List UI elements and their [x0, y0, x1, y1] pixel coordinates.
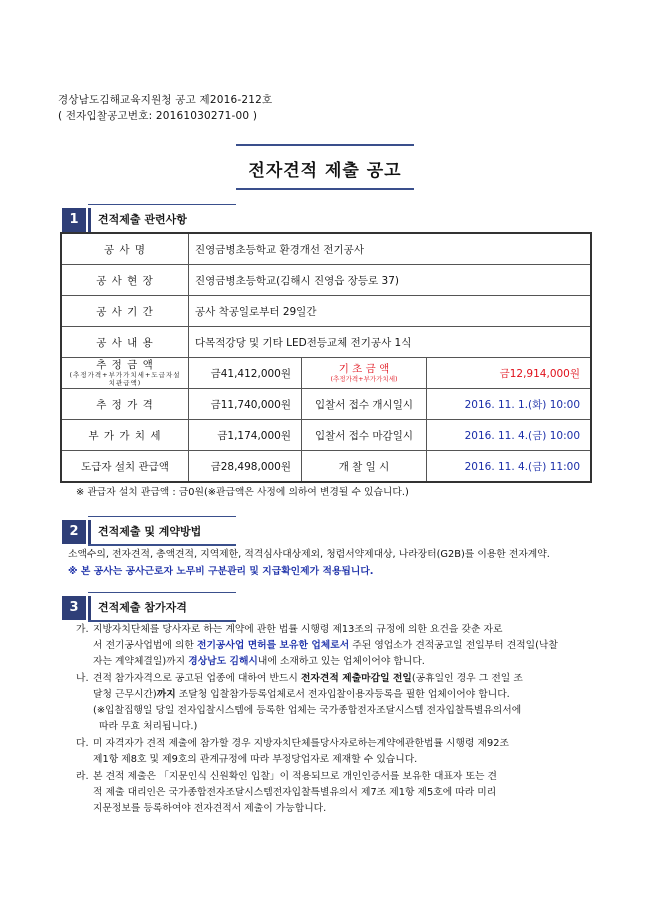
base-amount-value: 금12,914,000원 [427, 358, 592, 389]
table-row [61, 420, 591, 451]
row-key: 공 사 내 용 [61, 327, 189, 358]
supply-note: ※ 관급자 설치 관급액 : 금0원(※관급액은 사정에 의하여 변경될 수 있습니다.) [76, 487, 409, 498]
row-key: 추 정 가 격 [61, 389, 189, 420]
contract-method: 소액수의, 전자견적, 총액견적, 지역제한, 적격심사대상제외, 청렴서약제대상, 나라장터(G2B)를 이용한 전자계약. [68, 549, 550, 560]
section-number: 2 [62, 520, 86, 544]
item-marker: 다. [76, 738, 89, 749]
table-row [61, 451, 591, 483]
section-number: 3 [62, 596, 86, 620]
qual-ga-line: 서 전기공사업법에 의한 전기공사업 면허를 보유한 업체로서 주된 영업소가 견적공고일 전일부터 견적일(낙찰 [93, 640, 558, 651]
item-marker: 나. [76, 673, 89, 684]
row-key-2: 입찰서 접수 마감일시 [302, 420, 427, 451]
section-label: 견적제출 및 계약방법 [88, 520, 236, 544]
section-number: 1 [62, 208, 86, 232]
qual-ra-line: 지문정보를 등록하여야 전자견적서 제출이 가능합니다. [93, 803, 327, 814]
item-marker: 가. [76, 624, 89, 635]
row-value: 금11,740,000원 [189, 389, 302, 420]
row-value: 다목적강당 및 기타 LED전등교체 전기공사 1식 [189, 327, 592, 358]
bid-notice-number: ( 전자입찰공고번호: 20161030271-00 ) [58, 110, 258, 122]
estimated-amount-sub: (추정가격+부가가치세+도급자설치관급액) [69, 370, 181, 387]
qual-ra-line: 적 제출 대리인은 국가종합전자조달시스템전자입찰특별유의서 제7조 제1항 제5호에 따라 미리 [93, 787, 497, 798]
section-label: 견적제출 관련사항 [88, 208, 236, 232]
row-key [61, 358, 189, 389]
table-row [61, 327, 591, 358]
base-amount-sub: (추정가격+부가가치세) [330, 374, 398, 383]
table-row [61, 233, 591, 265]
row-key-2: 입찰서 접수 개시일시 [302, 389, 427, 420]
title-box [236, 144, 414, 190]
base-amount-label: 기 초 금 액 [338, 362, 390, 375]
row-value: 금1,174,000원 [189, 420, 302, 451]
row-value: 금28,498,000원 [189, 451, 302, 483]
estimated-amount-label: 추 정 금 액 [96, 358, 154, 371]
row-key: 도급자 설치 관급액 [61, 451, 189, 483]
qual-ga-line: 지방자치단체를 당사자로 하는 계약에 관한 법률 시행령 제13조의 규정에 의한 요건을 갖춘 자로 [93, 624, 503, 635]
row-value: 진영금병초등학교(김해시 진영읍 장등로 37) [189, 265, 592, 296]
row-value: 공사 착공일로부터 29일간 [189, 296, 592, 327]
qual-na-line: (※입찰집행일 당일 전자입찰시스템에 등록한 업체는 국가종합전자조달시스템 전자입찰특별유의서에 [93, 705, 522, 716]
base-amount-key [302, 358, 427, 389]
qual-ga-line: 자는 계약체결일)까지 경상남도 김해시내에 소재하고 있는 업체이어야 합니다. [93, 656, 425, 667]
qual-da-line: 제1항 제8호 및 제9호의 관계규정에 따라 부정당업자로 제재할 수 있습니다. [93, 754, 418, 765]
row-key: 공 사 명 [61, 233, 189, 265]
row-value-2: 2016. 11. 4.(금) 10:00 [427, 420, 592, 451]
item-marker: 라. [76, 771, 89, 782]
row-key: 공 사 현 장 [61, 265, 189, 296]
qual-na-line: 견적 참가자격으로 공고된 업종에 대하여 반드시 전자견적 제출마감일 전일(공휴일인 경우 그 전일 조 [93, 673, 523, 684]
row-key: 공 사 기 간 [61, 296, 189, 327]
row-value-2: 2016. 11. 1.(화) 10:00 [427, 389, 592, 420]
qual-da-line: 미 자격자가 견적 제출에 참가할 경우 지방자치단체를당사자로하는계약에관한법률 시행령 제92조 [93, 738, 509, 749]
contract-notice: ※ 본 공사는 공사근로자 노무비 구분관리 및 지급확인제가 적용됩니다. [68, 566, 374, 577]
row-key-2: 개 찰 일 시 [302, 451, 427, 483]
row-value-2: 2016. 11. 4.(금) 11:00 [427, 451, 592, 483]
row-key: 부 가 가 치 세 [61, 420, 189, 451]
section-label: 견적제출 참가자격 [88, 596, 236, 620]
table-row [61, 358, 591, 389]
page-title: 전자견적 제출 공고 [248, 161, 402, 181]
notice-number: 경상남도김해교육지원청 공고 제2016-212호 [58, 94, 273, 106]
qual-na-line: 달청 근무시간)까지 조달청 입찰참가등록업체로서 전자입찰이용자등록을 필한 업체이어야 합니다. [93, 689, 510, 700]
table-row [61, 296, 591, 327]
qual-ra-line: 본 견적 제출은 「지문인식 신원확인 입찰」이 적용되므로 개인인증서를 보유한 대표자 또는 견 [93, 771, 498, 782]
info-table [60, 232, 592, 483]
qual-na-line: 따라 무효 처리됩니다.) [99, 721, 198, 732]
table-row [61, 265, 591, 296]
table-row [61, 389, 591, 420]
row-value: 금41,412,000원 [189, 358, 302, 389]
row-value: 진영금병초등학교 환경개선 전기공사 [189, 233, 592, 265]
